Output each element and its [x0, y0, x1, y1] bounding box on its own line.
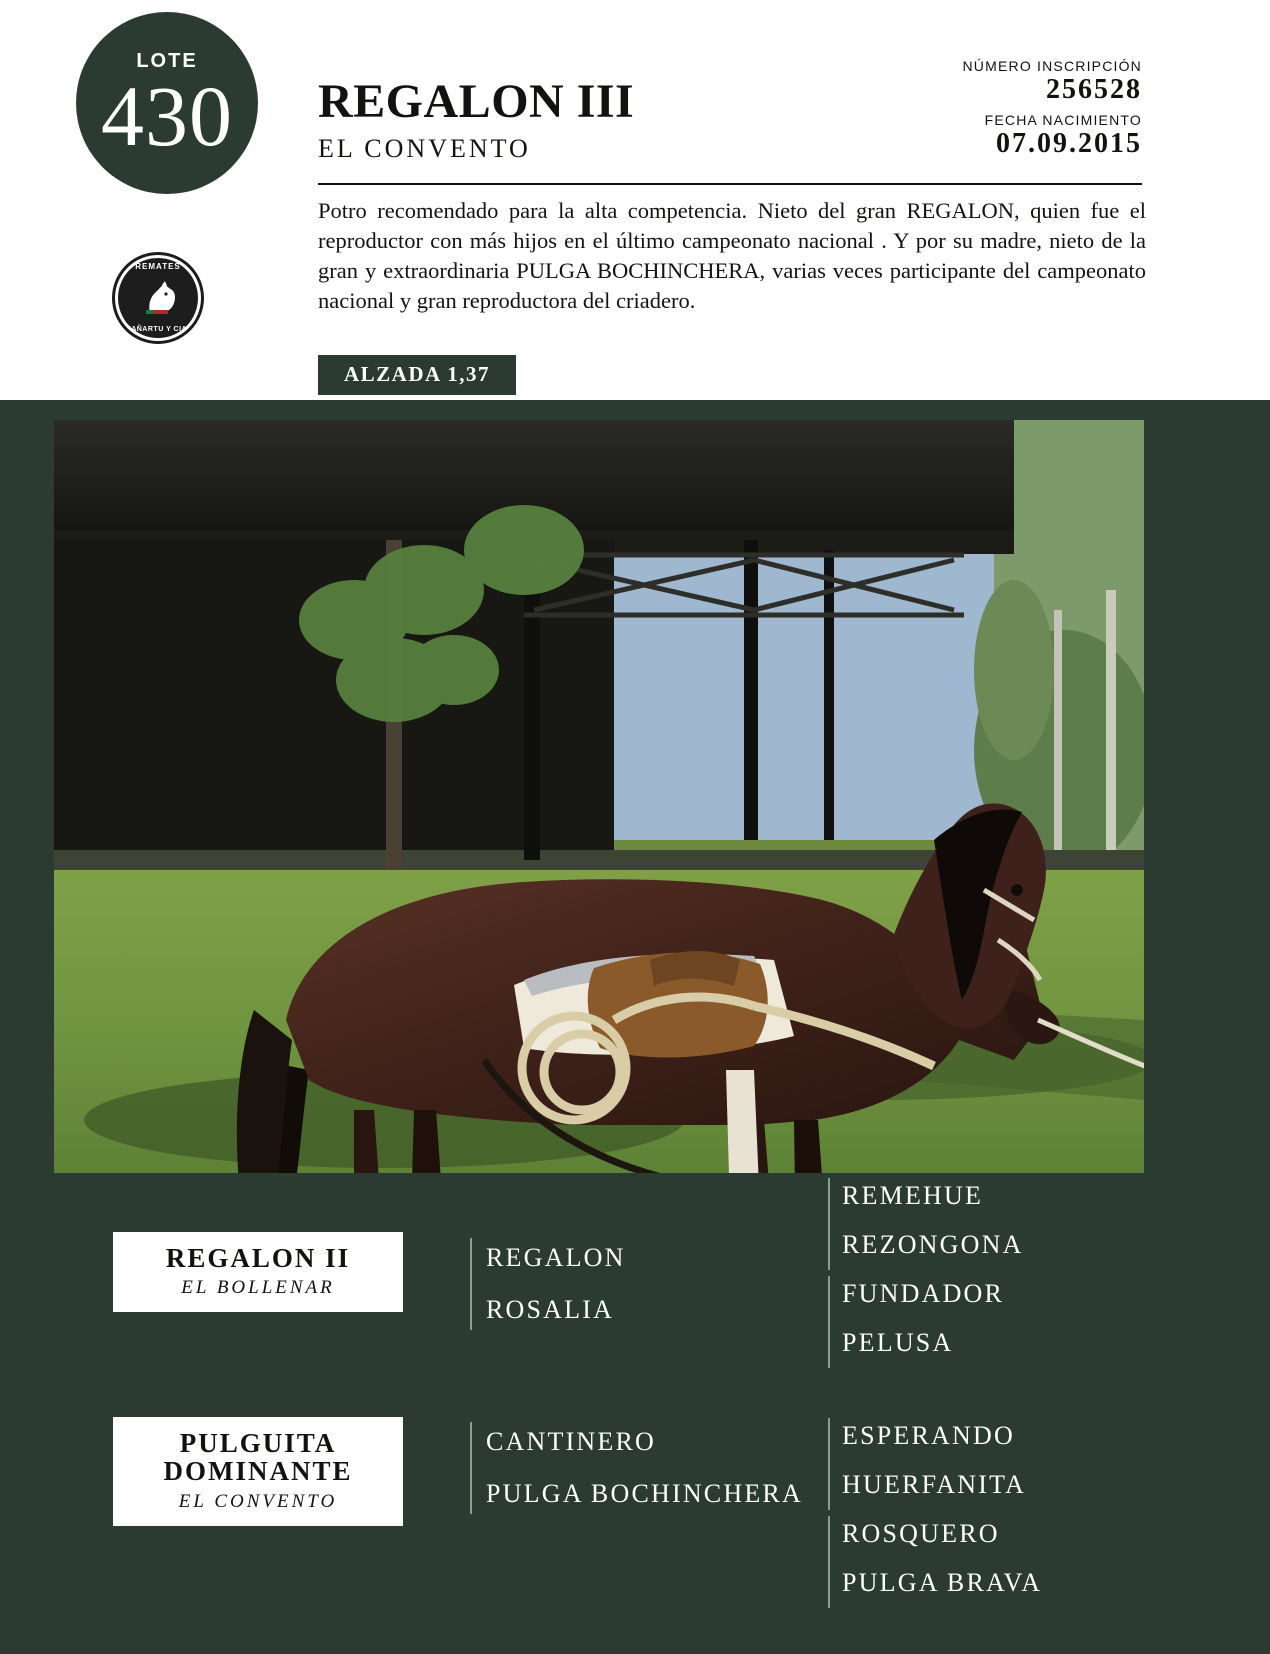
sire-grandparents-group	[470, 1232, 820, 1336]
dam-group-divider	[470, 1422, 472, 1514]
lot-label: LOTE	[136, 50, 198, 72]
brand-top-text: REMATES	[135, 262, 181, 271]
ggp-5: ESPERANDO	[842, 1421, 1015, 1450]
dam-dam: PULGA BOCHINCHERA	[486, 1479, 803, 1508]
dam-farm: EL CONVENTO	[178, 1490, 338, 1512]
dam-name: PULGUITA DOMINANTE	[163, 1428, 353, 1487]
header-divider	[318, 183, 1142, 185]
lot-number: 430	[101, 68, 233, 164]
ggp-4: PELUSA	[842, 1328, 954, 1357]
registration-block	[963, 58, 1143, 166]
ggp-2: REZONGONA	[842, 1230, 1024, 1259]
horse-head-icon	[138, 281, 178, 315]
grandparents-column	[470, 1210, 820, 1520]
sire-sire: REGALON	[486, 1243, 626, 1272]
pedigree-sire	[113, 1232, 403, 1312]
ggp-group-3	[828, 1412, 1248, 1510]
ggp-divider-3	[828, 1418, 830, 1510]
pedigree-dam	[113, 1417, 403, 1526]
brand-logo-inner	[118, 258, 198, 338]
ggp-8: PULGA BRAVA	[842, 1568, 1043, 1597]
pedigree	[0, 1181, 1270, 1630]
brand-bottom-text: ZAÑARTU Y CIA.	[126, 326, 190, 333]
ggp-1: REMEHUE	[842, 1181, 984, 1210]
registration-number-caption: NÚMERO INSCRIPCIÓN	[962, 58, 1142, 74]
ggp-3: FUNDADOR	[842, 1279, 1005, 1308]
sire-group-divider	[470, 1238, 472, 1330]
sire-name: REGALON II	[165, 1243, 351, 1273]
height-badge: ALZADA 1,37	[318, 355, 516, 395]
dam-grandparents-group	[470, 1416, 820, 1520]
lot-badge	[76, 12, 258, 194]
header	[0, 0, 1270, 400]
ggp-group-2	[828, 1270, 1248, 1368]
horse-farm: EL CONVENTO	[318, 134, 531, 163]
horse-name: REGALON III	[318, 75, 635, 128]
birth-date-value: 07.09.2015	[996, 128, 1142, 160]
birth-date-caption: FECHA NACIMIENTO	[984, 112, 1142, 129]
sire-farm: EL BOLLENAR	[181, 1277, 335, 1299]
horse-photo	[54, 420, 1144, 1173]
ggp-divider-4	[828, 1516, 830, 1608]
registration-number-value: 256528	[1046, 74, 1142, 105]
dam-sire: CANTINERO	[486, 1427, 657, 1456]
horse-description: Potro recomendado para la alta competencia. Nieto del gran REGALON, quien fue el reproductor con más hijos en el último campeonato nacional . Y por su madre, nieto de la gran y extraordinaria PULGA BOCHINCHERA, varias veces participante del campeonato nacional y gran reproductora del criadero.	[318, 198, 1146, 313]
ggp-6: HUERFANITA	[842, 1470, 1027, 1499]
brand-logo	[112, 252, 204, 344]
ggp-7: ROSQUERO	[842, 1519, 1000, 1548]
great-grandparents-column	[828, 1172, 1248, 1608]
ggp-divider-1	[828, 1178, 830, 1270]
dark-section	[0, 400, 1270, 1654]
ggp-group-4	[828, 1510, 1248, 1608]
ggp-divider-2	[828, 1276, 830, 1368]
sire-dam: ROSALIA	[486, 1295, 615, 1324]
ggp-group-1	[828, 1172, 1248, 1270]
